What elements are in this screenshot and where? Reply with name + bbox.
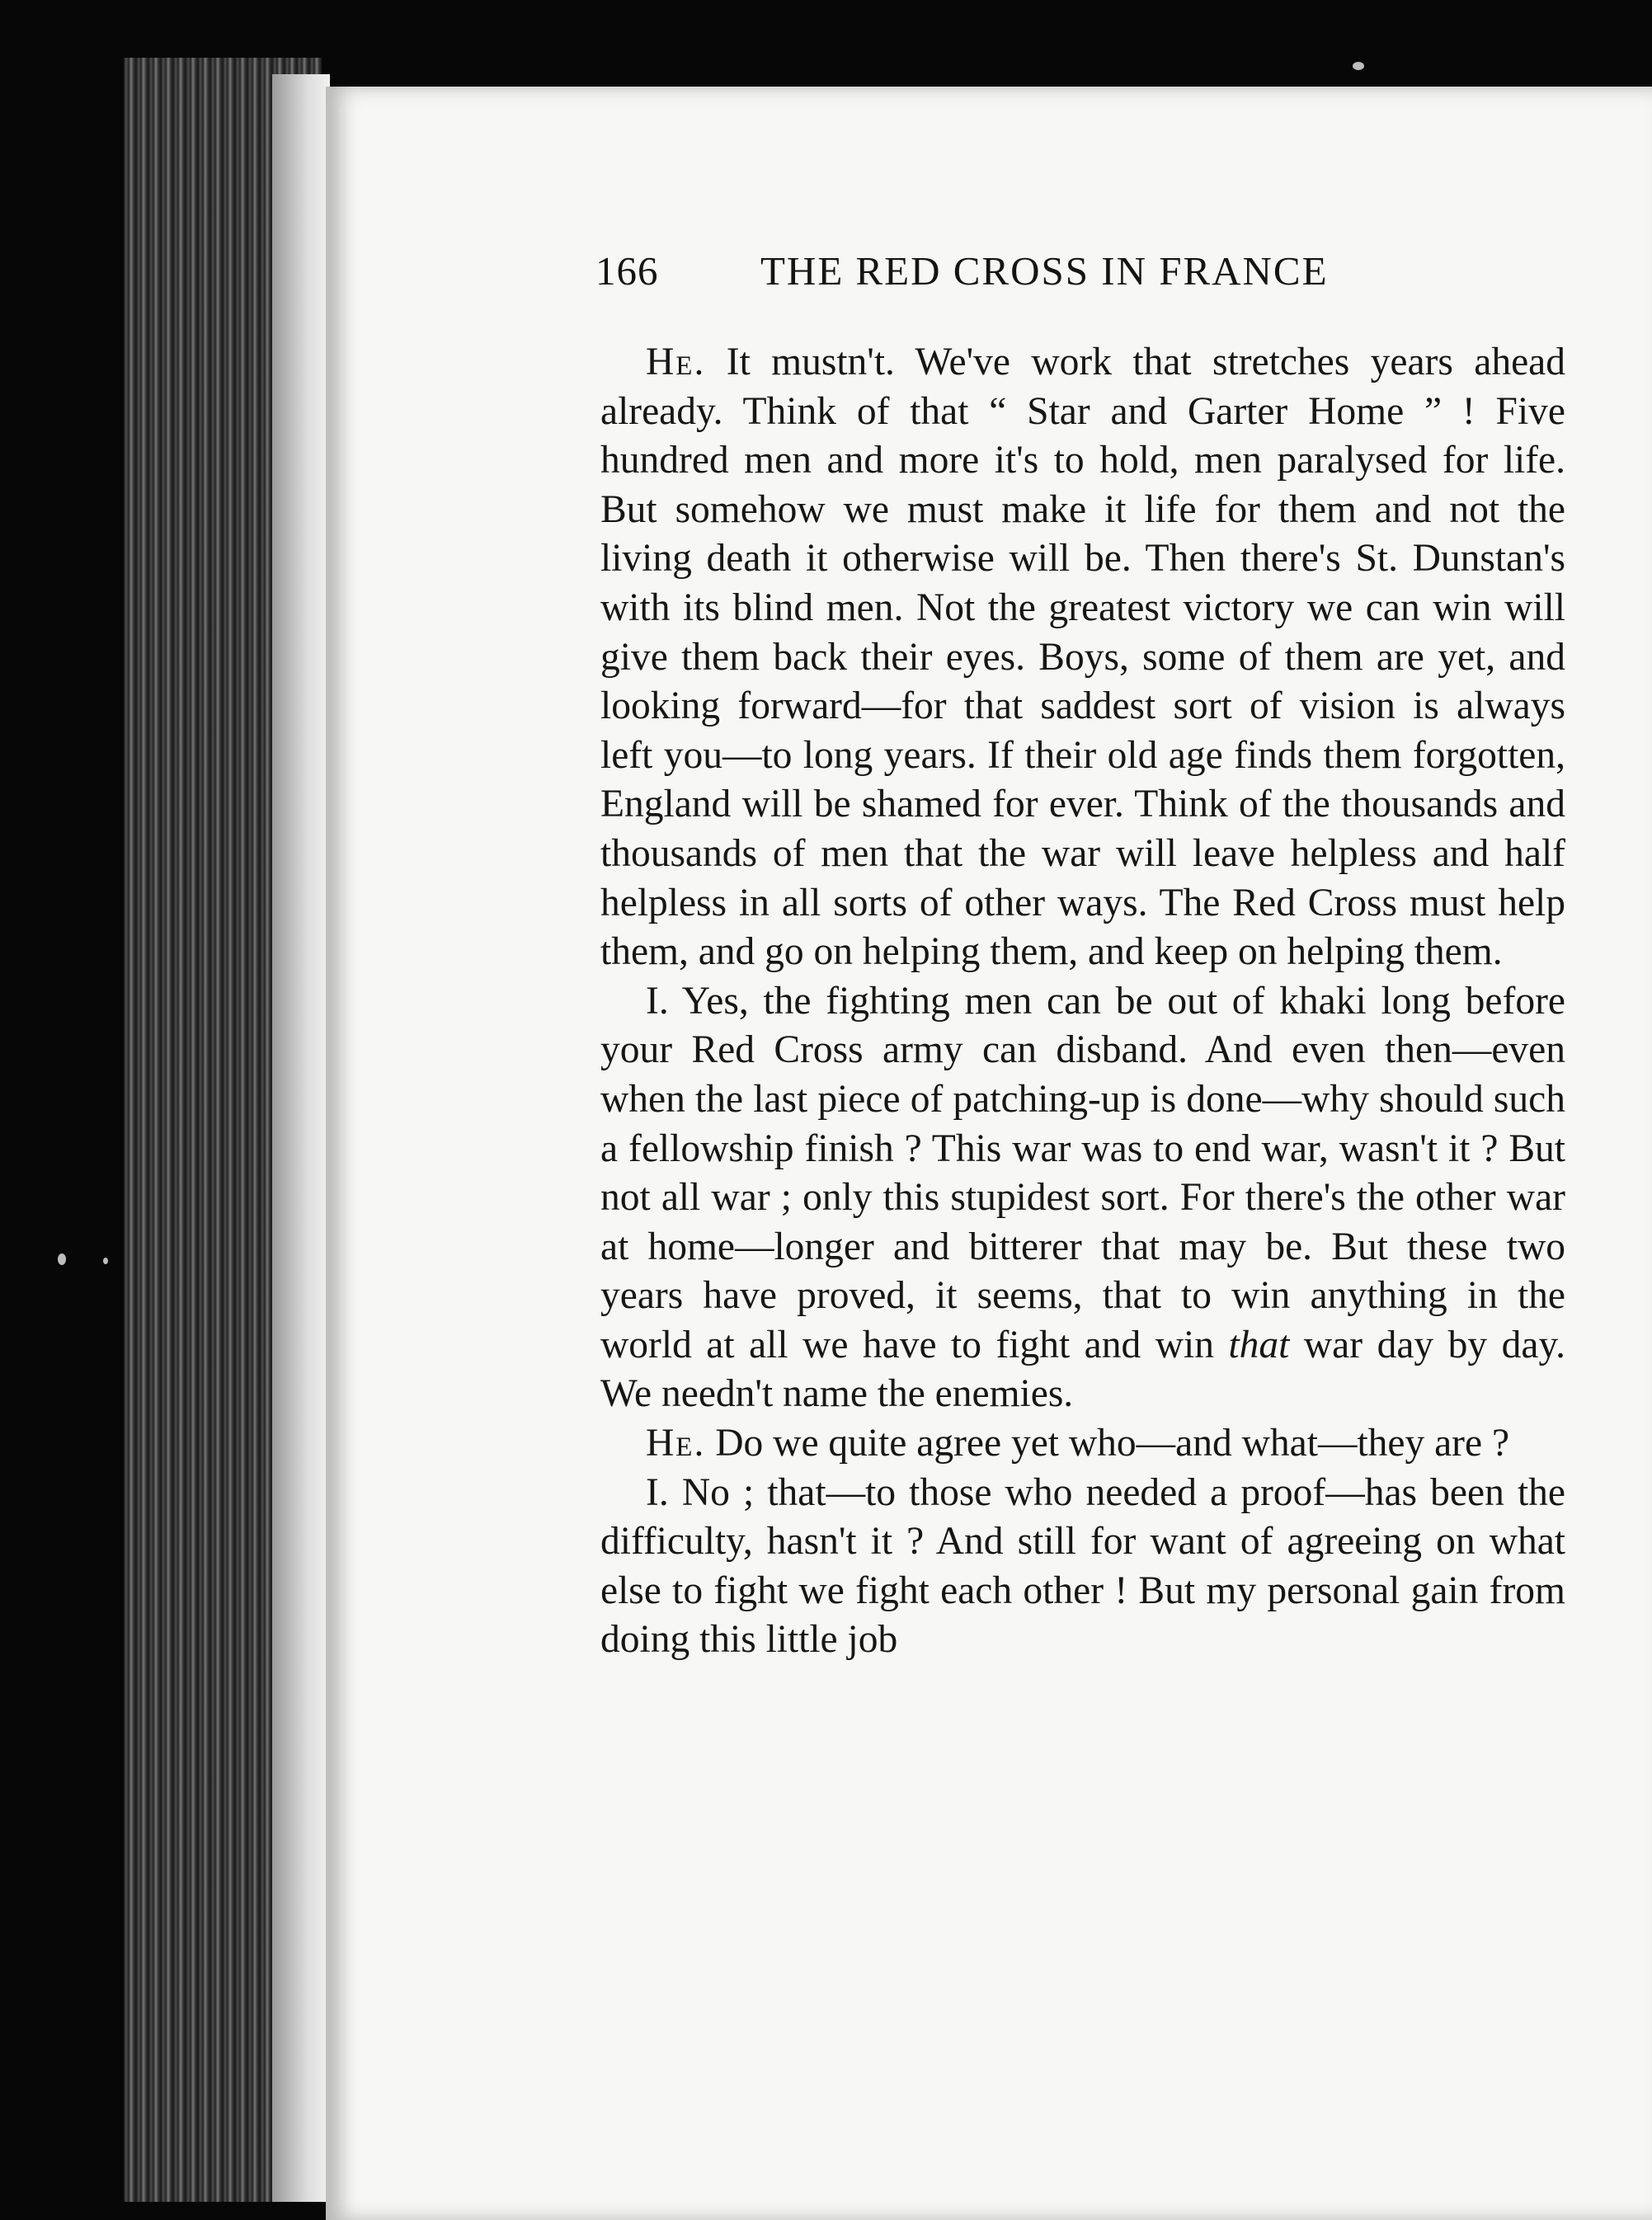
paragraph-1 xyxy=(600,338,1565,977)
paragraph-text: Yes, the fighting men can be out of khaki long before your Red Cross army can disband. And even then—even when the last piece of patching-up is done—why should such a fellowship finish ? This war was to end war, wasn't it ? But not all war ; only this stupidest sort. For there's the other war at home—longer and bitterer that may be. But these two years have proved, it seems, that to win anything in the world at all we have to fight and win xyxy=(600,979,1565,1366)
running-head: THE RED CROSS IN FRANCE xyxy=(760,248,1329,294)
speaker-label: I. xyxy=(646,1470,669,1514)
emphasis-text: that xyxy=(1228,1323,1290,1366)
paragraph-text: No ; that—to those who needed a proof—has been the difficulty, hasn't it ? And still for want of agreeing on what else to fight we fight each other ! But my personal gain from doing this little job xyxy=(600,1470,1565,1662)
paragraph-text-end: war day by day. We needn't name the enemies. xyxy=(600,1323,1565,1416)
speaker-label: He. xyxy=(646,1422,706,1465)
speaker-label: I. xyxy=(646,979,669,1023)
page-header xyxy=(595,247,1420,294)
speaker-label: He. xyxy=(646,341,706,383)
page-number: 166 xyxy=(595,248,659,294)
scan-speck xyxy=(1353,62,1364,70)
paragraph-text: It mustn't. We've work that stretches years ahead already. Think of that “ Star and Garter Home ” ! Five hundred men and more it's to hold, men paralysed for life. But somehow we must make it life for them and not the living death it otherwise will be. Then there's St. Dunstan's with its blind men. Not the greatest victory we can win will give them back their eyes. Boys, some of them are yet, and looking forward—for that saddest sort of vision is always left you—to long years. If their old age finds them forgotten, England will be shamed for ever. Think of the thousands and thousands of men that the war will leave helpless and half helpless in all sorts of other ways. The Red Cross must help them, and go on helping them, and keep on helping them. xyxy=(600,341,1565,974)
scan-speck xyxy=(103,1258,108,1264)
paragraph-4 xyxy=(600,1469,1565,1665)
paragraph-3 xyxy=(600,1419,1565,1469)
paragraph-2 xyxy=(600,977,1565,1419)
body-text xyxy=(600,338,1565,1665)
book-gutter-shadow xyxy=(272,74,330,2202)
scan-speck xyxy=(58,1253,66,1265)
paragraph-text: Do we quite agree yet who—and what—they are ? xyxy=(705,1422,1510,1465)
